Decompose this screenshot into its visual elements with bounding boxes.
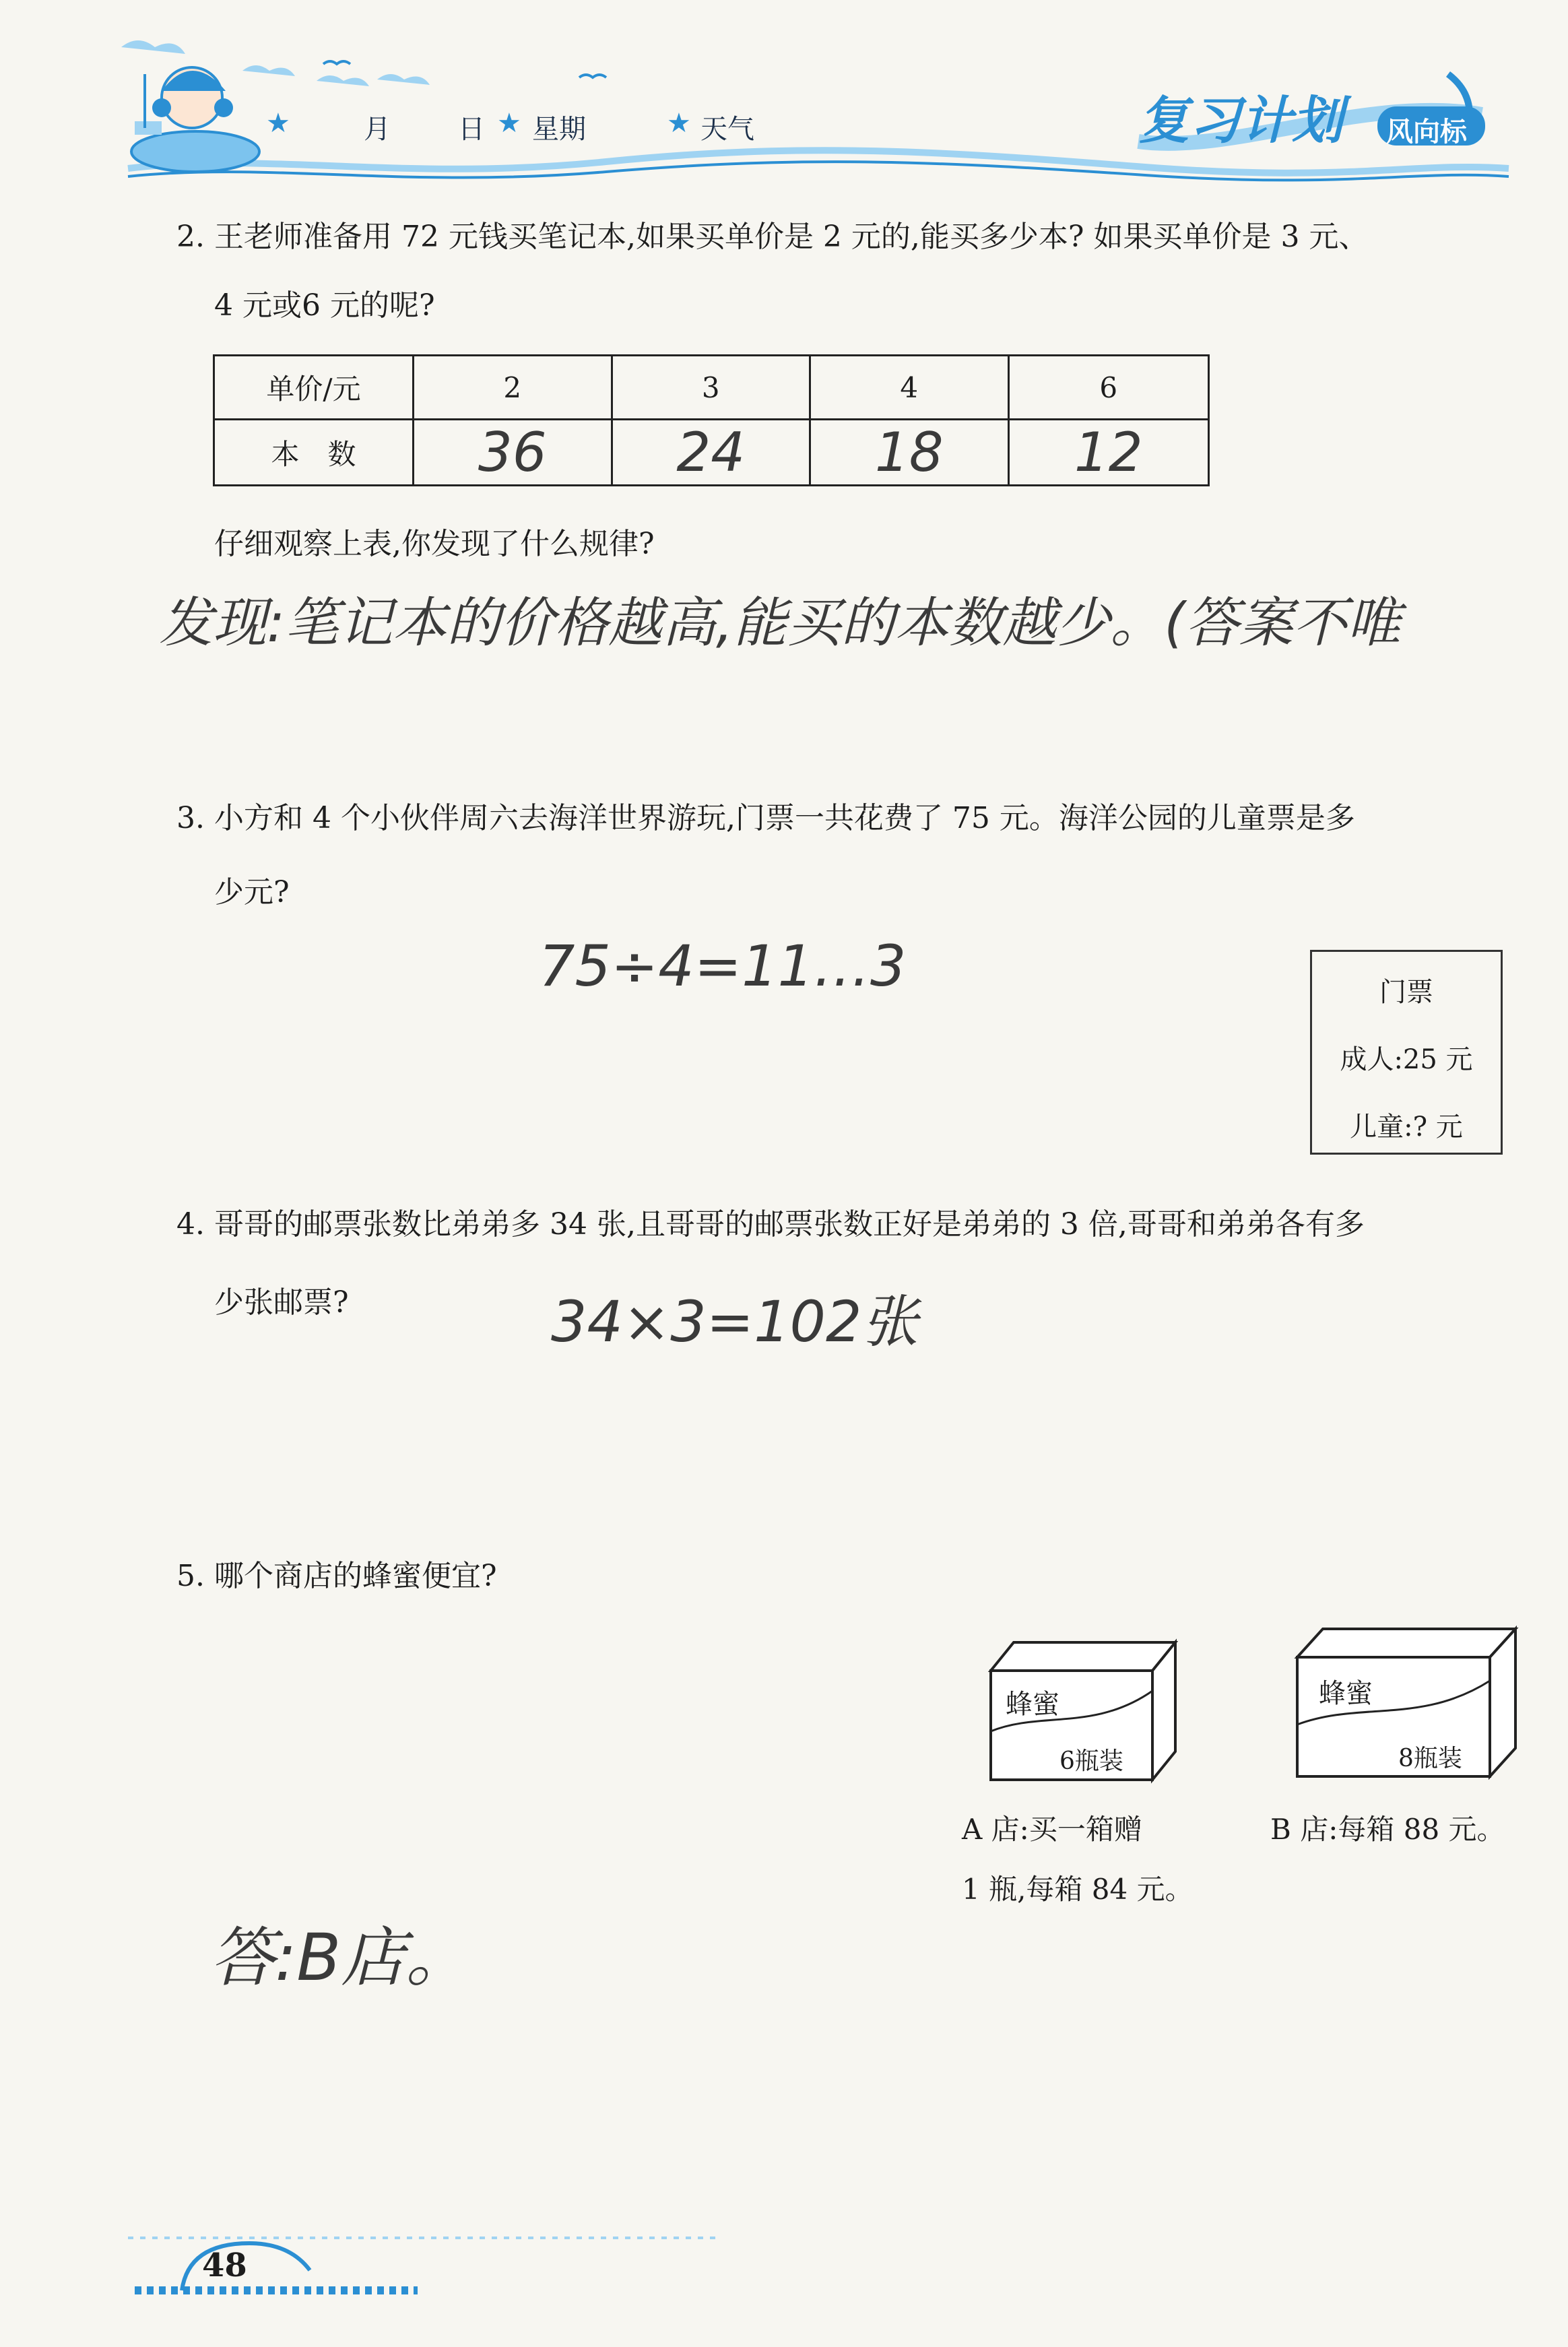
table-price-cell: 3 xyxy=(613,356,812,420)
table-header-price: 单价/元 xyxy=(215,356,414,420)
table-count-cell: 24 xyxy=(613,420,812,484)
month-label: 月 xyxy=(364,114,391,145)
q2-handwritten-answer: 发现:笔记本的价格越高,能买的本数越少。(答案不唯 xyxy=(159,591,1401,654)
shop-a-line2: 1 瓶,每箱 84 元。 xyxy=(962,1873,1194,1906)
ticket-adult-price: 成人:25 元 xyxy=(1340,1044,1473,1075)
page-number: 48 xyxy=(202,2247,247,2284)
ticket-price-box xyxy=(1310,950,1503,1155)
table-count-cell: 18 xyxy=(811,420,1010,484)
table-price-cell: 4 xyxy=(811,356,1010,420)
ticket-title: 门票 xyxy=(1379,977,1433,1008)
star-icon: ★ xyxy=(266,108,290,139)
page-header xyxy=(0,0,1568,202)
weather-label: 天气 xyxy=(700,114,754,145)
honey-box-b xyxy=(1293,1617,1522,1782)
brand-logo xyxy=(1132,67,1509,155)
q2-number: 2. xyxy=(176,220,205,254)
honey-box-b-label: 蜂蜜 xyxy=(1319,1678,1373,1709)
q5-text: 哪个商店的蜂蜜便宜? xyxy=(214,1559,497,1593)
ticket-child-price: 儿童:? 元 xyxy=(1350,1112,1463,1143)
honey-box-a-count: 6瓶装 xyxy=(1059,1747,1123,1775)
star-icon: ★ xyxy=(667,108,691,139)
honey-box-a-label: 蜂蜜 xyxy=(1006,1689,1059,1720)
q4-handwritten-work: 34×3=102张 xyxy=(551,1289,919,1355)
q2-text-line1: 王老师准备用 72 元钱买笔记本,如果买单价是 2 元的,能买多少本? 如果买单价是 3 元、 xyxy=(214,220,1369,254)
day-label: 日 xyxy=(458,114,485,145)
q2-follow-up: 仔细观察上表,你发现了什么规律? xyxy=(214,527,655,561)
q4-number: 4. xyxy=(176,1207,205,1242)
honey-box-a xyxy=(987,1630,1182,1785)
table-count-cell: 12 xyxy=(1074,421,1143,484)
q3-text-line2: 少元? xyxy=(214,875,290,909)
star-icon: ★ xyxy=(497,108,521,139)
table-count-cell: 36 xyxy=(414,420,613,484)
table-price-cell: 2 xyxy=(414,356,613,420)
table-price-cell: 6 xyxy=(1010,356,1208,420)
q4-text-line1: 哥哥的邮票张数比弟弟多 34 张,且哥哥的邮票张数正好是弟弟的 3 倍,哥哥和弟弟各有多 xyxy=(214,1207,1365,1242)
brand-title: 复习计划 xyxy=(1138,90,1343,150)
q2-text-line2: 4 元或6 元的呢? xyxy=(214,288,435,323)
honey-box-b-count: 8瓶装 xyxy=(1398,1745,1462,1772)
q3-handwritten-work: 75÷4=11…3 xyxy=(539,933,907,999)
brand-subtitle: 风向标 xyxy=(1386,117,1467,148)
table-header-count: 本 数 xyxy=(215,420,414,484)
q3-number: 3. xyxy=(176,801,205,835)
shop-b: B 店:每箱 88 元。 xyxy=(1270,1813,1505,1846)
q4-text-line2: 少张邮票? xyxy=(214,1285,349,1320)
price-count-table xyxy=(213,354,1210,486)
weekday-label: 星期 xyxy=(532,114,586,145)
mascot-girl-plane-icon xyxy=(131,67,259,172)
q3-text-line1: 小方和 4 个小伙伴周六去海洋世界游玩,门票一共花费了 75 元。海洋公园的儿童票是多 xyxy=(214,801,1355,835)
q5-handwritten-answer: 答:B店。 xyxy=(210,1920,471,1995)
shop-a-line1: A 店:买一箱赠 xyxy=(962,1813,1142,1846)
q5-number: 5. xyxy=(176,1559,205,1593)
